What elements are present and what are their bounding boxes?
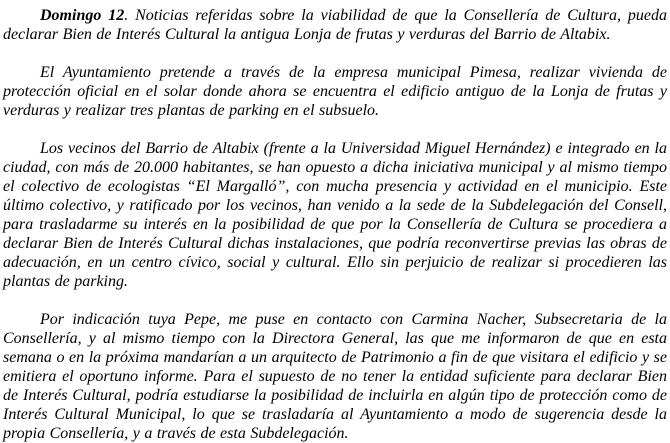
paragraph-vecinos-altabix <box>3 139 667 291</box>
paragraph-text: El Ayuntamiento pretende a través de la empresa municipal Pimesa, realizar vivienda de protección oficial en el solar donde ahora se encuentra el edificio antiguo de la Lonja de frutas y verduras y realizar tres plantas de parking en el subsuelo. <box>3 64 667 119</box>
paragraph-indicacion-pepe <box>3 310 667 443</box>
paragraph-text: . Noticias referidas sobre la viabilidad de que la Consellería de Cultura, pueda declarar Bien de Interés Cultural la antigua Lonja de frutas y verduras del Barrio de Altabix. <box>3 7 668 43</box>
paragraph-text: Por indicación tuya Pepe, me puse en contacto con Carmina Nacher, Subsecretaria de la Consellería, y al mismo tiempo con la Directora General, las que me informaron de que en esta semana o en la próxima mandarían a un arquitecto de Patrimonio a fin de que visitara el edificio y se emitiera el oportuno informe. Para el supuesto de no tener la entidad suficiente para declarar Bien de Interés Cultural, podría estudiarse la posibilidad de incluirla en algún tipo de protección como de Interés Cultural Municipal, lo que se trasladaría al Ayuntamiento a modo de sugerencia desde la propia Consellería, y a través de esta Subdelegación. <box>3 311 667 442</box>
paragraph-domingo-12 <box>3 6 667 44</box>
paragraph-text: Los vecinos del Barrio de Altabix (frente a la Universidad Miguel Hernández) e integrado en la ciudad, con más de 20.000 habitantes, se han opuesto a dicha iniciativa municipal y al mismo tiempo el colectivo de ecologistas “El Margalló”, con mucha presencia y actividad en el municipio. Este último colectivo, y ratificado por los vecinos, han venido a la sede de la Subdelegación del Consell, para trasladarme su interés en la posibilidad de que por la Consellería de Cultura se procediera a declarar Bien de Interés Cultural dichas instalaciones, que podría reconvertirse previas las obras de adecuación, en un centro cívico, social y cultural. Ello sin perjuicio de realizar si procedieren las plantas de parking. <box>3 140 667 290</box>
paragraph-lead-bold: Domingo 12 <box>40 7 125 24</box>
paragraph-ayuntamiento <box>3 63 667 120</box>
